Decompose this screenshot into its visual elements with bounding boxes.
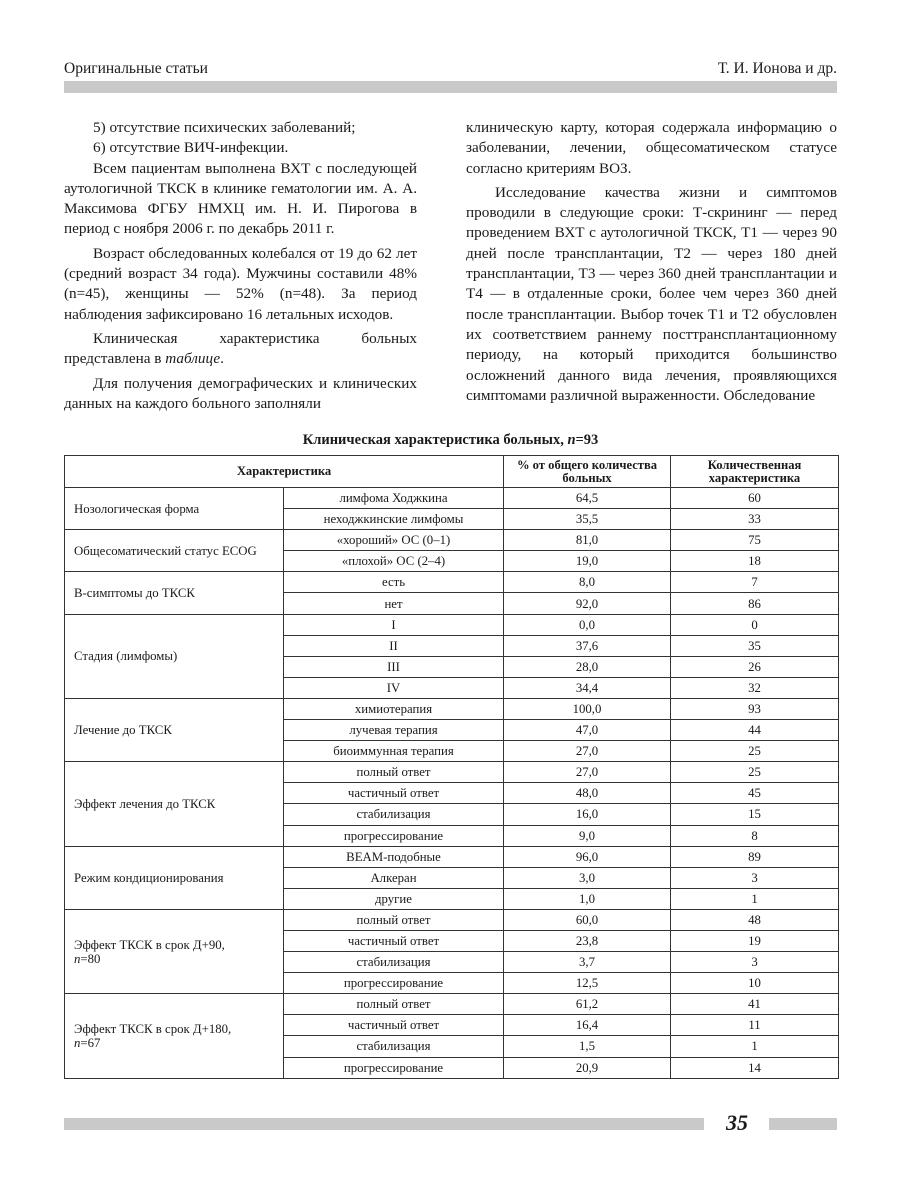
table-header-row <box>65 456 839 488</box>
count-cell: 26 <box>671 656 839 677</box>
subcategory-cell: BEAM-подобные <box>284 846 504 867</box>
table-row <box>65 572 839 593</box>
count-cell: 33 <box>671 509 839 530</box>
percent-cell: 92,0 <box>504 593 671 614</box>
table-title-end: =93 <box>575 432 599 448</box>
percent-cell: 9,0 <box>504 825 671 846</box>
paragraph-text: Клиническая характеристика больных представлена в <box>64 329 417 368</box>
count-cell: 19 <box>671 930 839 951</box>
count-cell: 35 <box>671 635 839 656</box>
group-label-n-value: =80 <box>80 951 101 966</box>
subcategory-cell: полный ответ <box>284 994 504 1015</box>
group-label <box>65 994 284 1078</box>
table-row <box>65 994 839 1015</box>
count-cell: 25 <box>671 762 839 783</box>
table-title-text: Клиническая характеристика больных, <box>302 432 568 448</box>
count-cell: 48 <box>671 909 839 930</box>
paragraph: Возраст обследованных колебался от 19 до 62 лет (средний возраст 34 года). Мужчины составили 48% (n=45), женщины — 52% (n=48). За период наблюдения зафиксировано 16 летальных исходов. <box>64 244 417 323</box>
count-cell: 0 <box>671 614 839 635</box>
count-cell: 89 <box>671 846 839 867</box>
group-label-text: Стадия (лимфомы) <box>74 649 178 664</box>
subcategory-cell: прогрессирование <box>284 825 504 846</box>
subcategory-cell: стабилизация <box>284 952 504 973</box>
header-rule <box>64 81 837 93</box>
table-row <box>65 698 839 719</box>
percent-cell: 0,0 <box>504 614 671 635</box>
percent-cell: 16,4 <box>504 1015 671 1036</box>
group-label <box>65 530 284 572</box>
table-reference: таблице <box>165 350 221 368</box>
right-column <box>466 118 837 406</box>
percent-cell: 3,0 <box>504 867 671 888</box>
group-label <box>65 909 284 993</box>
count-cell: 75 <box>671 530 839 551</box>
paragraph <box>64 329 417 370</box>
percent-cell: 61,2 <box>504 994 671 1015</box>
count-cell: 60 <box>671 488 839 509</box>
subcategory-cell: стабилизация <box>284 804 504 825</box>
running-head <box>64 58 837 80</box>
subcategory-cell: другие <box>284 888 504 909</box>
percent-cell: 47,0 <box>504 720 671 741</box>
header-characteristic: Характеристика <box>65 456 504 488</box>
table-row <box>65 846 839 867</box>
table-row <box>65 614 839 635</box>
group-label-n: n <box>74 1035 81 1050</box>
percent-cell: 1,5 <box>504 1036 671 1057</box>
percent-cell: 20,9 <box>504 1057 671 1078</box>
list-item-5: 5) отсутствие психических заболеваний; <box>93 119 356 136</box>
header-count: Количественная характеристика <box>671 456 839 488</box>
table-row <box>65 530 839 551</box>
subcategory-cell: прогрессирование <box>284 973 504 994</box>
group-label <box>65 614 284 698</box>
subcategory-cell: прогрессирование <box>284 1057 504 1078</box>
section-title: Оригинальные статьи <box>64 60 208 77</box>
paragraph: Для получения демографических и клинических данных на каждого больного заполняли <box>64 374 417 412</box>
subcategory-cell: есть <box>284 572 504 593</box>
count-cell: 1 <box>671 888 839 909</box>
table-title-n: n <box>567 432 576 448</box>
percent-cell: 16,0 <box>504 804 671 825</box>
percent-cell: 8,0 <box>504 572 671 593</box>
page-number: 35 <box>726 1110 748 1135</box>
percent-cell: 37,6 <box>504 635 671 656</box>
subcategory-cell: IV <box>284 677 504 698</box>
percent-cell: 81,0 <box>504 530 671 551</box>
count-cell: 15 <box>671 804 839 825</box>
group-label-n-value: =67 <box>80 1035 101 1050</box>
count-cell: 1 <box>671 1036 839 1057</box>
paragraph: Исследование качества жизни и симптомов проводили в следующие сроки: Т-скрининг — перед проведением ВХТ с аутологичной ТКСК, Т1 — через 90 дней после трансплантации, Т2 — через 180 дней трансплантации, Т3 — через 360 дней трансплантации и Т4 — в отдаленные сроки, более чем через 360 дней после трансплантации. Выбор точек Т1 и Т2 обусловлен их соответствием раннему посттрансплантационному периоду, на который приходится большинство осложнений данного вида лечения, проявляющихся симптомами различной выраженности. Обследование <box>466 183 837 404</box>
percent-cell: 23,8 <box>504 930 671 951</box>
table-row <box>65 488 839 509</box>
subcategory-cell: I <box>284 614 504 635</box>
subcategory-cell: биоиммунная терапия <box>284 741 504 762</box>
group-label <box>65 846 284 909</box>
subcategory-cell: стабилизация <box>284 1036 504 1057</box>
percent-cell: 34,4 <box>504 677 671 698</box>
subcategory-cell: Алкеран <box>284 867 504 888</box>
percent-cell: 27,0 <box>504 741 671 762</box>
percent-cell: 28,0 <box>504 656 671 677</box>
subcategory-cell: неходжкинские лимфомы <box>284 509 504 530</box>
percent-cell: 48,0 <box>504 783 671 804</box>
subcategory-cell: нет <box>284 593 504 614</box>
percent-cell: 100,0 <box>504 698 671 719</box>
percent-cell: 64,5 <box>504 488 671 509</box>
group-label-text: Нозологическая форма <box>74 501 200 516</box>
group-label-text: Эффект ТКСК в срок Д+90, <box>74 937 225 952</box>
group-label <box>65 762 284 846</box>
percent-cell: 60,0 <box>504 909 671 930</box>
count-cell: 10 <box>671 973 839 994</box>
count-cell: 14 <box>671 1057 839 1078</box>
paragraph: клиническую карту, которая содержала информацию о заболевании, лечении, общесоматическом статусе согласно критериям ВОЗ. <box>466 119 837 177</box>
percent-cell: 3,7 <box>504 952 671 973</box>
subcategory-cell: «хороший» ОС (0–1) <box>284 530 504 551</box>
percent-cell: 27,0 <box>504 762 671 783</box>
header-percent: % от общего количества больных <box>504 456 671 488</box>
subcategory-cell: II <box>284 635 504 656</box>
percent-cell: 12,5 <box>504 973 671 994</box>
count-cell: 32 <box>671 677 839 698</box>
count-cell: 3 <box>671 952 839 973</box>
list-item-6: 6) отсутствие ВИЧ-инфекции. <box>93 139 289 157</box>
subcategory-cell: полный ответ <box>284 909 504 930</box>
count-cell: 86 <box>671 593 839 614</box>
count-cell: 44 <box>671 720 839 741</box>
count-cell: 7 <box>671 572 839 593</box>
paragraph-end: . <box>220 350 224 368</box>
group-label-text: Эффект ТКСК в срок Д+180, <box>74 1021 232 1036</box>
group-label-text: Лечение до ТКСК <box>74 723 172 738</box>
subcategory-cell: лучевая терапия <box>284 720 504 741</box>
authors: Т. И. Ионова и др. <box>717 60 837 77</box>
group-label <box>65 572 284 614</box>
table-row <box>65 762 839 783</box>
left-column <box>64 118 417 414</box>
footer-rule <box>769 1118 837 1130</box>
percent-cell: 19,0 <box>504 551 671 572</box>
group-label-text: В-симптомы до ТКСК <box>74 585 195 600</box>
group-label <box>65 488 284 530</box>
count-cell: 93 <box>671 698 839 719</box>
count-cell: 25 <box>671 741 839 762</box>
subcategory-cell: лимфома Ходжкина <box>284 488 504 509</box>
subcategory-cell: частичный ответ <box>284 1015 504 1036</box>
percent-cell: 1,0 <box>504 888 671 909</box>
group-label-n: n <box>74 951 81 966</box>
subcategory-cell: частичный ответ <box>284 783 504 804</box>
count-cell: 45 <box>671 783 839 804</box>
subcategory-cell: химиотерапия <box>284 698 504 719</box>
group-label-text: Эффект лечения до ТКСК <box>74 796 216 811</box>
table-title <box>64 431 837 449</box>
count-cell: 8 <box>671 825 839 846</box>
subcategory-cell: III <box>284 656 504 677</box>
count-cell: 18 <box>671 551 839 572</box>
paragraph: Всем пациентам выполнена ВХТ с последующей аутологичной ТКСК в клинике гематологии им. А. А. Максимова ФГБУ НМХЦ им. Н. И. Пирогова в период с ноября 2006 г. по декабрь 2011 г. <box>64 159 417 238</box>
table-row <box>65 909 839 930</box>
group-label <box>65 698 284 761</box>
subcategory-cell: полный ответ <box>284 762 504 783</box>
count-cell: 41 <box>671 994 839 1015</box>
count-cell: 3 <box>671 867 839 888</box>
group-label-text: Общесоматический статус ECOG <box>74 543 257 558</box>
table-body <box>65 488 839 1079</box>
subcategory-cell: «плохой» ОС (2–4) <box>284 551 504 572</box>
subcategory-cell: частичный ответ <box>284 930 504 951</box>
clinical-table <box>64 455 839 1079</box>
count-cell: 11 <box>671 1015 839 1036</box>
percent-cell: 96,0 <box>504 846 671 867</box>
percent-cell: 35,5 <box>504 509 671 530</box>
group-label-text: Режим кондиционирования <box>74 870 224 885</box>
footer-rule <box>64 1118 704 1130</box>
